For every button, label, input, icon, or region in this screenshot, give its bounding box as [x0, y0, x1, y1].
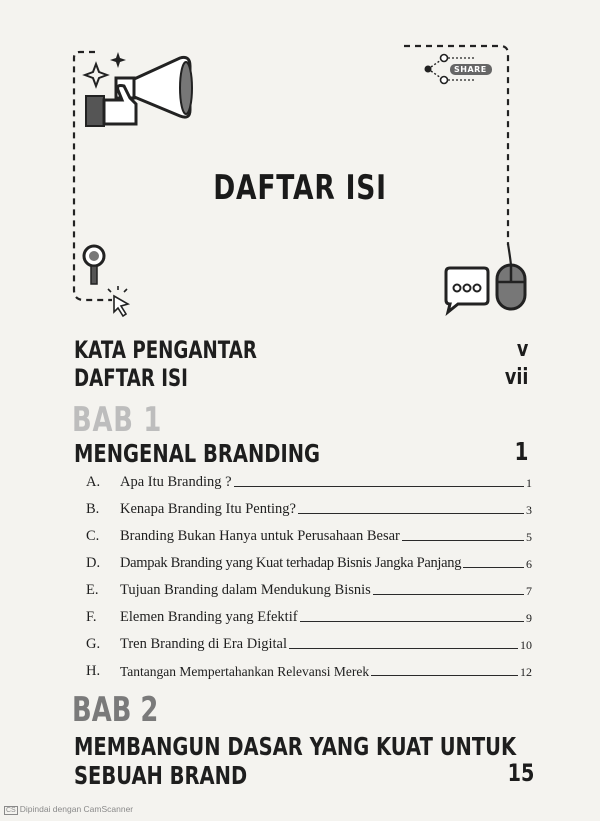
front-matter-daftar-isi: DAFTAR ISI [74, 364, 188, 392]
toc-row[interactable]: H. Tantangan Mempertahankan Relevansi Merek 12 [86, 663, 532, 679]
toc-row-page: 1 [526, 476, 532, 490]
toc-leader [234, 486, 524, 487]
chat-icon [446, 268, 488, 312]
chapter-1-page: 1 [514, 437, 528, 466]
toc-leader [373, 594, 524, 595]
toc-row-page: 10 [520, 638, 532, 652]
toc-leader [289, 648, 518, 649]
toc-row[interactable]: F. Elemen Branding yang Efektif 9 [86, 609, 532, 625]
toc-leader [298, 513, 524, 514]
scanner-watermark [4, 804, 133, 815]
toc-row-page: 6 [526, 557, 532, 571]
bab-2-label: BAB 2 [72, 690, 159, 730]
bab-1-label: BAB 1 [72, 400, 163, 440]
toc-row[interactable]: C. Branding Bukan Hanya untuk Perusahaan Besar 5 [86, 528, 532, 544]
megaphone-icon [85, 52, 192, 126]
front-matter-daftar-isi-page: vii [504, 365, 528, 390]
mouse-icon [497, 244, 525, 309]
toc-row-page: 9 [526, 611, 532, 625]
front-matter-kata-pengantar-page: v [516, 337, 528, 362]
toc-row-text: Tujuan Branding dalam Mendukung Bisnis [120, 582, 371, 598]
toc-leader [402, 540, 524, 541]
toc-row-text: Apa Itu Branding ? [120, 474, 232, 490]
share-badge-label: SHARE [454, 65, 487, 74]
chapter-2-title-line1: MEMBANGUN DASAR YANG KUAT UNTUK [74, 732, 517, 761]
toc-row-page: 3 [526, 503, 532, 517]
toc-row-text: Tantangan Mempertahankan Relevansi Merek [120, 664, 370, 679]
chapter-1-title: MENGENAL BRANDING [74, 439, 321, 468]
toc-leader [300, 621, 524, 622]
toc-row-text: Tren Branding di Era Digital [120, 636, 287, 652]
toc-row-text: Dampak Branding yang Kuat terhadap Bisnis Jangka Panjang [120, 555, 462, 571]
toc-row-text: Kenapa Branding Itu Penting? [120, 501, 296, 517]
front-matter-kata-pengantar: KATA PENGANTAR [74, 336, 257, 364]
toc-row-page: 5 [526, 530, 532, 544]
toc-row[interactable]: B. Kenapa Branding Itu Penting? 3 [86, 501, 532, 517]
scanner-watermark-text: Dipindai dengan CamScanner [19, 804, 134, 814]
toc-row-text: Branding Bukan Hanya untuk Perusahaan Besar [120, 528, 400, 544]
toc-row[interactable]: D. Dampak Branding yang Kuat terhadap Bisnis Jangka Panjang 6 [86, 555, 532, 571]
toc-row-text: Elemen Branding yang Efektif [120, 609, 298, 625]
page-title: DAFTAR ISI [213, 168, 387, 208]
chapter-2-page: 15 [507, 759, 534, 787]
toc-row-page: 12 [520, 665, 532, 679]
toc-row[interactable]: G. Tren Branding di Era Digital 10 [86, 636, 532, 652]
toc-leader [463, 567, 524, 568]
header-frame [0, 0, 600, 330]
toc-row[interactable]: E. Tujuan Branding dalam Mendukung Bisnis 7 [86, 582, 532, 598]
chapter-2-title-line2: SEBUAH BRAND [74, 761, 248, 790]
toc-leader [371, 675, 518, 676]
scanner-logo-icon: CS [6, 807, 16, 814]
toc-row[interactable]: A. Apa Itu Branding ? 1 [86, 474, 532, 490]
toc-row-page: 7 [526, 584, 532, 598]
magnifier-icon [84, 246, 128, 316]
